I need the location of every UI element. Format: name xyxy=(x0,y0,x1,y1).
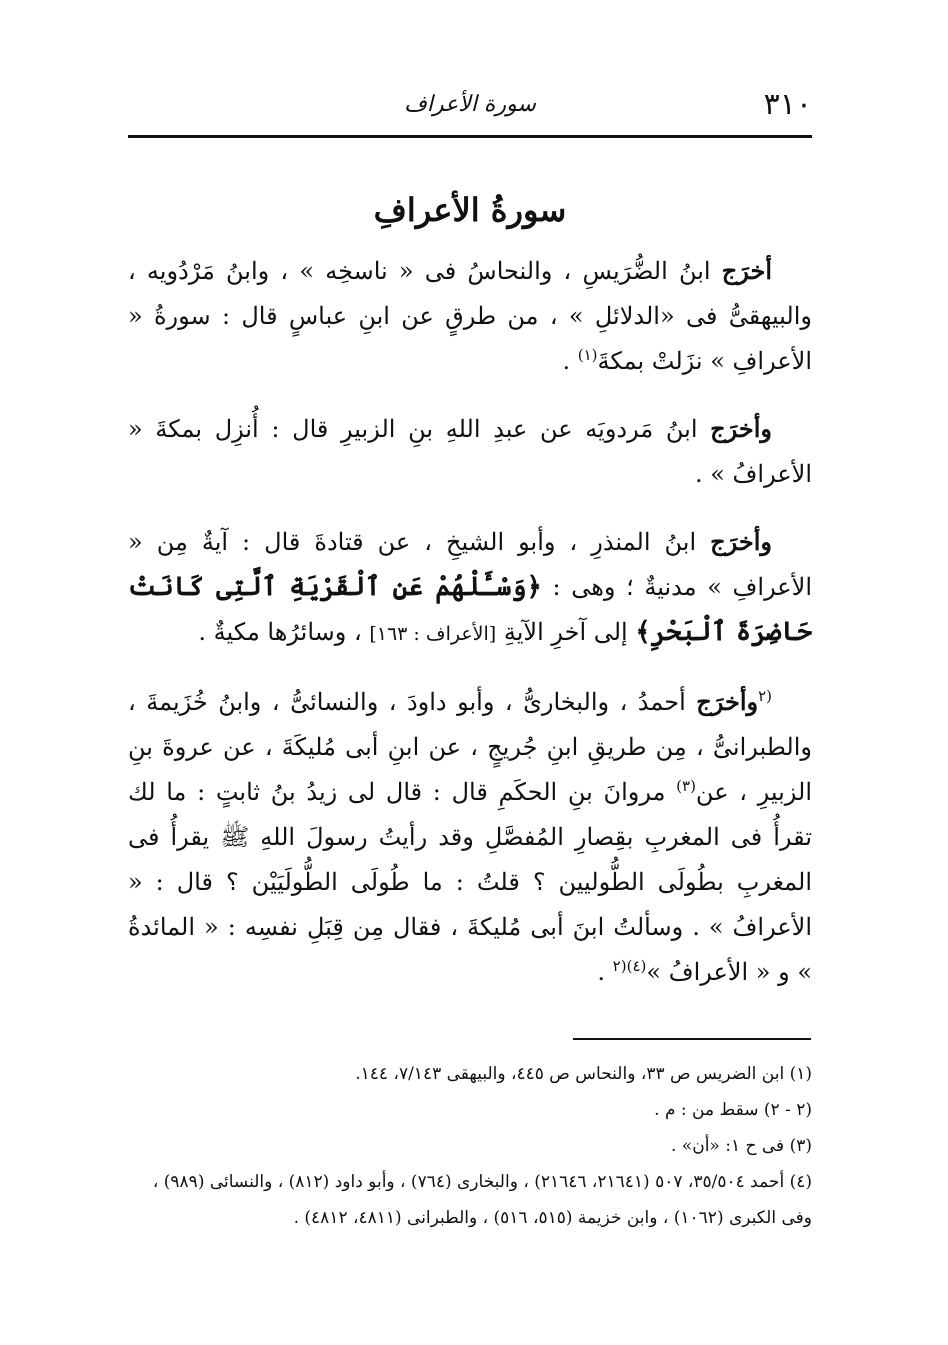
paragraph-4-keyword: وأخرَج xyxy=(696,687,759,716)
paragraph-4 xyxy=(128,679,812,995)
paragraph-2 xyxy=(128,406,812,497)
paragraph-3-text-b: إلى آخرِ الآيةِ xyxy=(496,618,636,646)
footnote-1: (١) ابن الضريس ص ٣٣، والنحاس ص ٤٤٥، والبيهقى ٧/١٤٣، ١٤٤. xyxy=(355,1064,812,1084)
quran-verse: ﴿وَسْـَٔلْهُمْ عَنِ ٱلْقَرْيَةِ ٱلَّتِى كَانَتْ حَاضِرَةَ ٱلْبَحْرِ﴾ xyxy=(128,572,812,647)
paragraph-1-text: ابنُ الضُّرَيسِ ، والنحاسُ فى « ناسخِه » ، وابنُ مَرْدُويه ، والبيهقىُّ فى «الدلائلِ » ، من طرقٍ عن ابنِ عباسٍ قال : سورةُ « الأعرافِ » نزَلتْ بمكةَ xyxy=(128,257,812,375)
footnote-rule xyxy=(573,1038,811,1040)
paragraph-1-keyword: أخرَج xyxy=(721,256,772,285)
paragraph-3-keyword: وأخرَج xyxy=(710,527,772,556)
running-header xyxy=(128,88,812,132)
footnote-marker-2-open: (٢ xyxy=(758,687,772,705)
footnote-marker-3: (٣) xyxy=(676,777,696,795)
paragraph-4-end: . xyxy=(597,958,613,986)
paragraph-2-text: ابنُ مَردويَه عن عبدِ اللهِ بنِ الزبيرِ قال : أُنزِل بمكةَ « الأعرافُ » . xyxy=(128,415,812,488)
paragraph-1-end: . xyxy=(562,347,578,375)
header-rule xyxy=(128,135,812,138)
running-title: سورة الأعراف xyxy=(404,92,536,117)
footnote-3: (٣) فى ح ١: «أن» . xyxy=(671,1136,812,1156)
footnote-marker-4: (٤)(٢ xyxy=(612,957,647,975)
surah-title: سورةُ الأعرافِ xyxy=(373,191,567,229)
footnote-marker-1: (١) xyxy=(577,346,598,364)
paragraph-1 xyxy=(128,248,812,384)
verse-reference: [الأعراف : ١٦٣] xyxy=(369,623,497,645)
paragraph-4-text-b: مروانَ بنِ الحكَمِ قال : قال لى زيدُ بنُ ثابتٍ : ما لك تقرأُ فى المغربِ بقِصارِ المُفصَّلِ وقد رأيتُ رسولَ اللهِ ﷺ يقرأُ فى المغربِ بطُولَى الطُّوليين ؟ قلتُ : ما طُولَى الطُّولَيَيْن ؟ قال : « الأعرافُ » . وسألتُ ابنَ أبى مُليكةَ ، فقال مِن قِبَلِ نفسِه : « المائدةُ » و « الأعرافُ » xyxy=(128,778,812,986)
paragraph-4-text-a: أحمدُ ، والبخارىُّ ، وأبو داودَ ، والنسائىُّ ، وابنُ خُزَيمةَ ، والطبرانىُّ ، مِن طريقِ ابنِ جُريجٍ ، عن ابنِ أبى مُليكَةَ ، عن عروةَ بنِ الزبيرِ ، عن xyxy=(128,688,813,806)
main-text xyxy=(128,248,812,1017)
footnote-4: (٤) أحمد ٣٥/٥٠٤، ٥٠٧ (٢١٦٤١، ٢١٦٤٦) ، والبخارى (٧٦٤) ، وأبو داود (٨١٢) ، والنسائى (٩٨٩) ، وفى الكبرى (١٠٦٢) ، وابن خزيمة (٥١٥، ٥١٦) ، والطبرانى (٤٨١١، ٤٨١٢) . xyxy=(152,1172,812,1228)
page-number: ٣١٠ xyxy=(763,87,812,122)
footnote-2: (٢ - ٢) سقط من : م . xyxy=(654,1100,812,1120)
paragraph-3 xyxy=(128,519,812,657)
footnotes xyxy=(128,1056,812,1236)
paragraph-3-text-a: ابنُ المنذرِ ، وأبو الشيخِ ، عن قتادةَ قال : آيةٌ مِن « الأعرافِ » مدنيةٌ ؛ وهى : xyxy=(128,528,812,601)
paragraph-2-keyword: وأخرَج xyxy=(710,414,772,443)
paragraph-3-text-c: ، وسائرُها مكيةٌ . xyxy=(198,618,370,646)
